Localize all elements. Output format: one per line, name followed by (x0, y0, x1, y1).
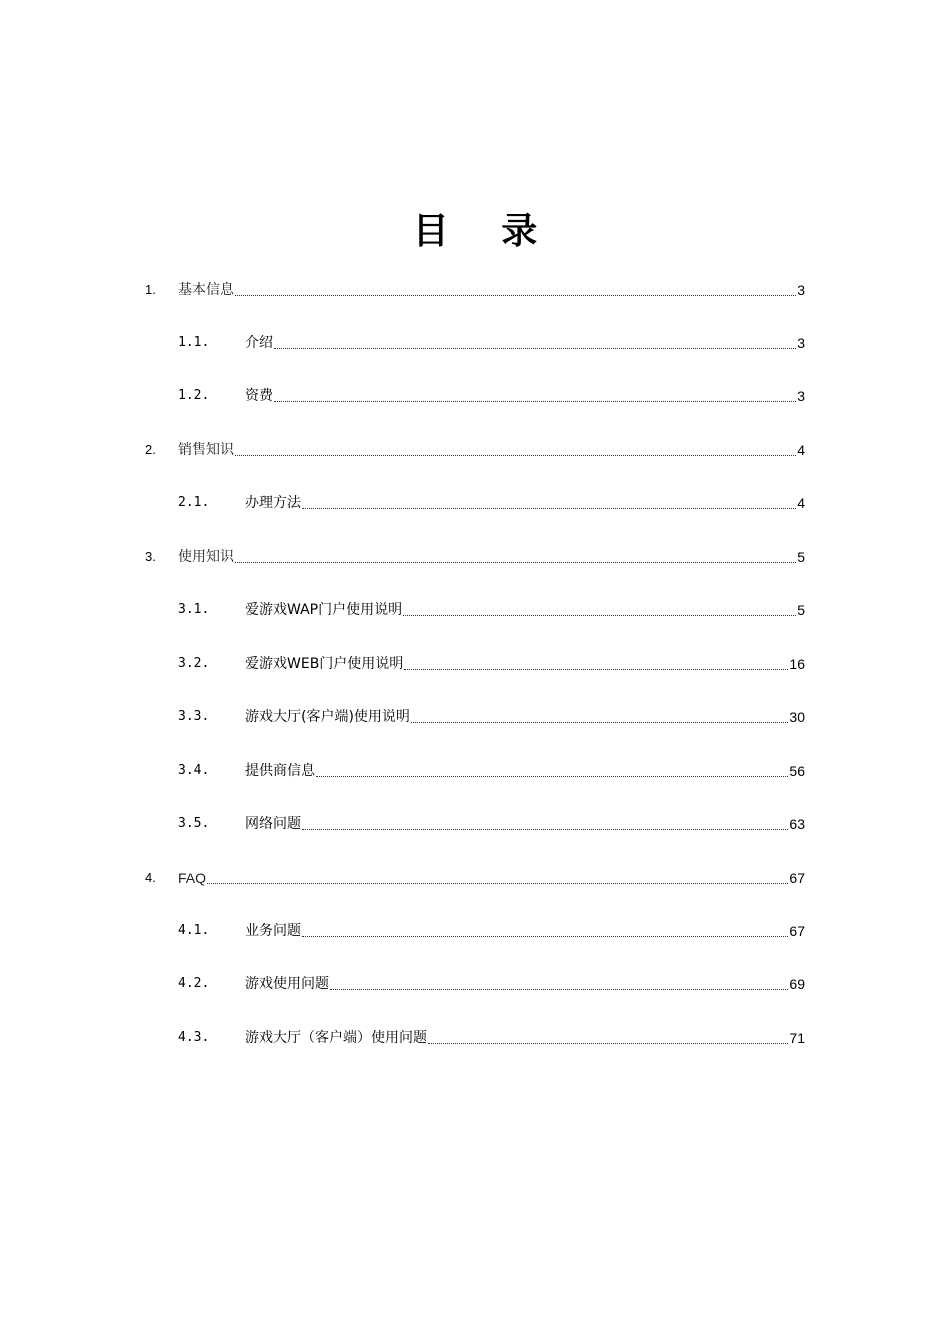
toc-entry-title: 爱游戏WAP门户使用说明 (245, 602, 403, 618)
toc-dot-leader (235, 562, 796, 563)
toc-entry-title: 提供商信息 (245, 763, 315, 779)
toc-dot-leader (274, 348, 796, 349)
toc-dot-leader (403, 615, 796, 616)
toc-entry-number: 1.2. (178, 388, 210, 403)
toc-entry-title: 爱游戏WEB门户使用说明 (245, 656, 404, 672)
toc-entry-number: 4.2. (178, 976, 210, 991)
toc-entry[interactable] (178, 489, 805, 513)
toc-entry-number: 3.3. (178, 709, 210, 724)
toc-entry-page: 56 (789, 763, 805, 779)
toc-entry-title: FAQ (178, 870, 207, 886)
toc-title: 目 录 (412, 210, 558, 252)
toc-dot-leader (316, 776, 788, 777)
toc-entry-number: 2.1. (178, 495, 210, 510)
toc-entry-page: 4 (797, 495, 805, 511)
toc-entry-title: 网络问题 (245, 816, 301, 832)
toc-entry-number: 1.1. (178, 335, 210, 350)
toc-dot-leader (302, 829, 788, 830)
toc-entry[interactable] (178, 757, 805, 781)
toc-entry[interactable] (178, 970, 805, 994)
toc-entry-title: 销售知识 (178, 442, 234, 458)
toc-dot-leader (404, 669, 788, 670)
toc-dot-leader (274, 401, 796, 402)
toc-entry-number: 3.5. (178, 816, 210, 831)
toc-entry-number: 4. (145, 870, 156, 885)
toc-entry[interactable] (178, 1024, 805, 1048)
toc-entry-page: 3 (797, 388, 805, 404)
toc-entry-title: 游戏使用问题 (245, 976, 329, 992)
toc-entry-title: 游戏大厅(客户端)使用说明 (245, 709, 410, 725)
toc-entry-page: 5 (797, 602, 805, 618)
toc-dot-leader (235, 295, 796, 296)
toc-entry[interactable] (145, 276, 805, 300)
toc-entry[interactable] (145, 436, 805, 460)
toc-entry[interactable] (178, 703, 805, 727)
toc-entry-page: 71 (789, 1030, 805, 1046)
toc-entry-page: 63 (789, 816, 805, 832)
toc-entry[interactable] (178, 596, 805, 620)
toc-entry-page: 16 (789, 656, 805, 672)
toc-entry-page: 3 (797, 282, 805, 298)
toc-entry-number: 2. (145, 442, 156, 457)
toc-entry-title: 基本信息 (178, 282, 234, 298)
toc-dot-leader (235, 455, 796, 456)
toc-entry-number: 4.1. (178, 923, 210, 938)
toc-entry-number: 1. (145, 282, 156, 297)
toc-entry-page: 4 (797, 442, 805, 458)
toc-dot-leader (302, 508, 796, 509)
toc-entry[interactable] (178, 810, 805, 834)
toc-dot-leader (330, 989, 788, 990)
toc-entry-page: 30 (789, 709, 805, 725)
toc-entry[interactable] (178, 382, 805, 406)
toc-entry-page: 67 (789, 870, 805, 886)
toc-dot-leader (207, 883, 788, 884)
toc-entry-number: 3. (145, 549, 156, 564)
toc-entry-title: 办理方法 (245, 495, 301, 511)
toc-entry-number: 4.3. (178, 1030, 210, 1045)
toc-entry[interactable] (145, 864, 805, 888)
toc-entry-title: 介绍 (245, 335, 273, 351)
toc-entry[interactable] (178, 329, 805, 353)
toc-entry-page: 3 (797, 335, 805, 351)
toc-entry-title: 使用知识 (178, 549, 234, 565)
toc-entry[interactable] (178, 917, 805, 941)
toc-entry-number: 3.4. (178, 763, 210, 778)
toc-entry-page: 67 (789, 923, 805, 939)
toc-entry-title: 资费 (245, 388, 273, 404)
toc-dot-leader (302, 936, 788, 937)
toc-entry[interactable] (145, 543, 805, 567)
toc-entry-number: 3.1. (178, 602, 210, 617)
toc-entry-title: 游戏大厅（客户端）使用问题 (245, 1030, 427, 1046)
toc-entry-page: 5 (797, 549, 805, 565)
toc-entry-title: 业务问题 (245, 923, 301, 939)
toc-dot-leader (411, 722, 788, 723)
toc-entry[interactable] (178, 650, 805, 674)
toc-dot-leader (428, 1043, 788, 1044)
toc-entry-number: 3.2. (178, 656, 210, 671)
toc-entry-page: 69 (789, 976, 805, 992)
